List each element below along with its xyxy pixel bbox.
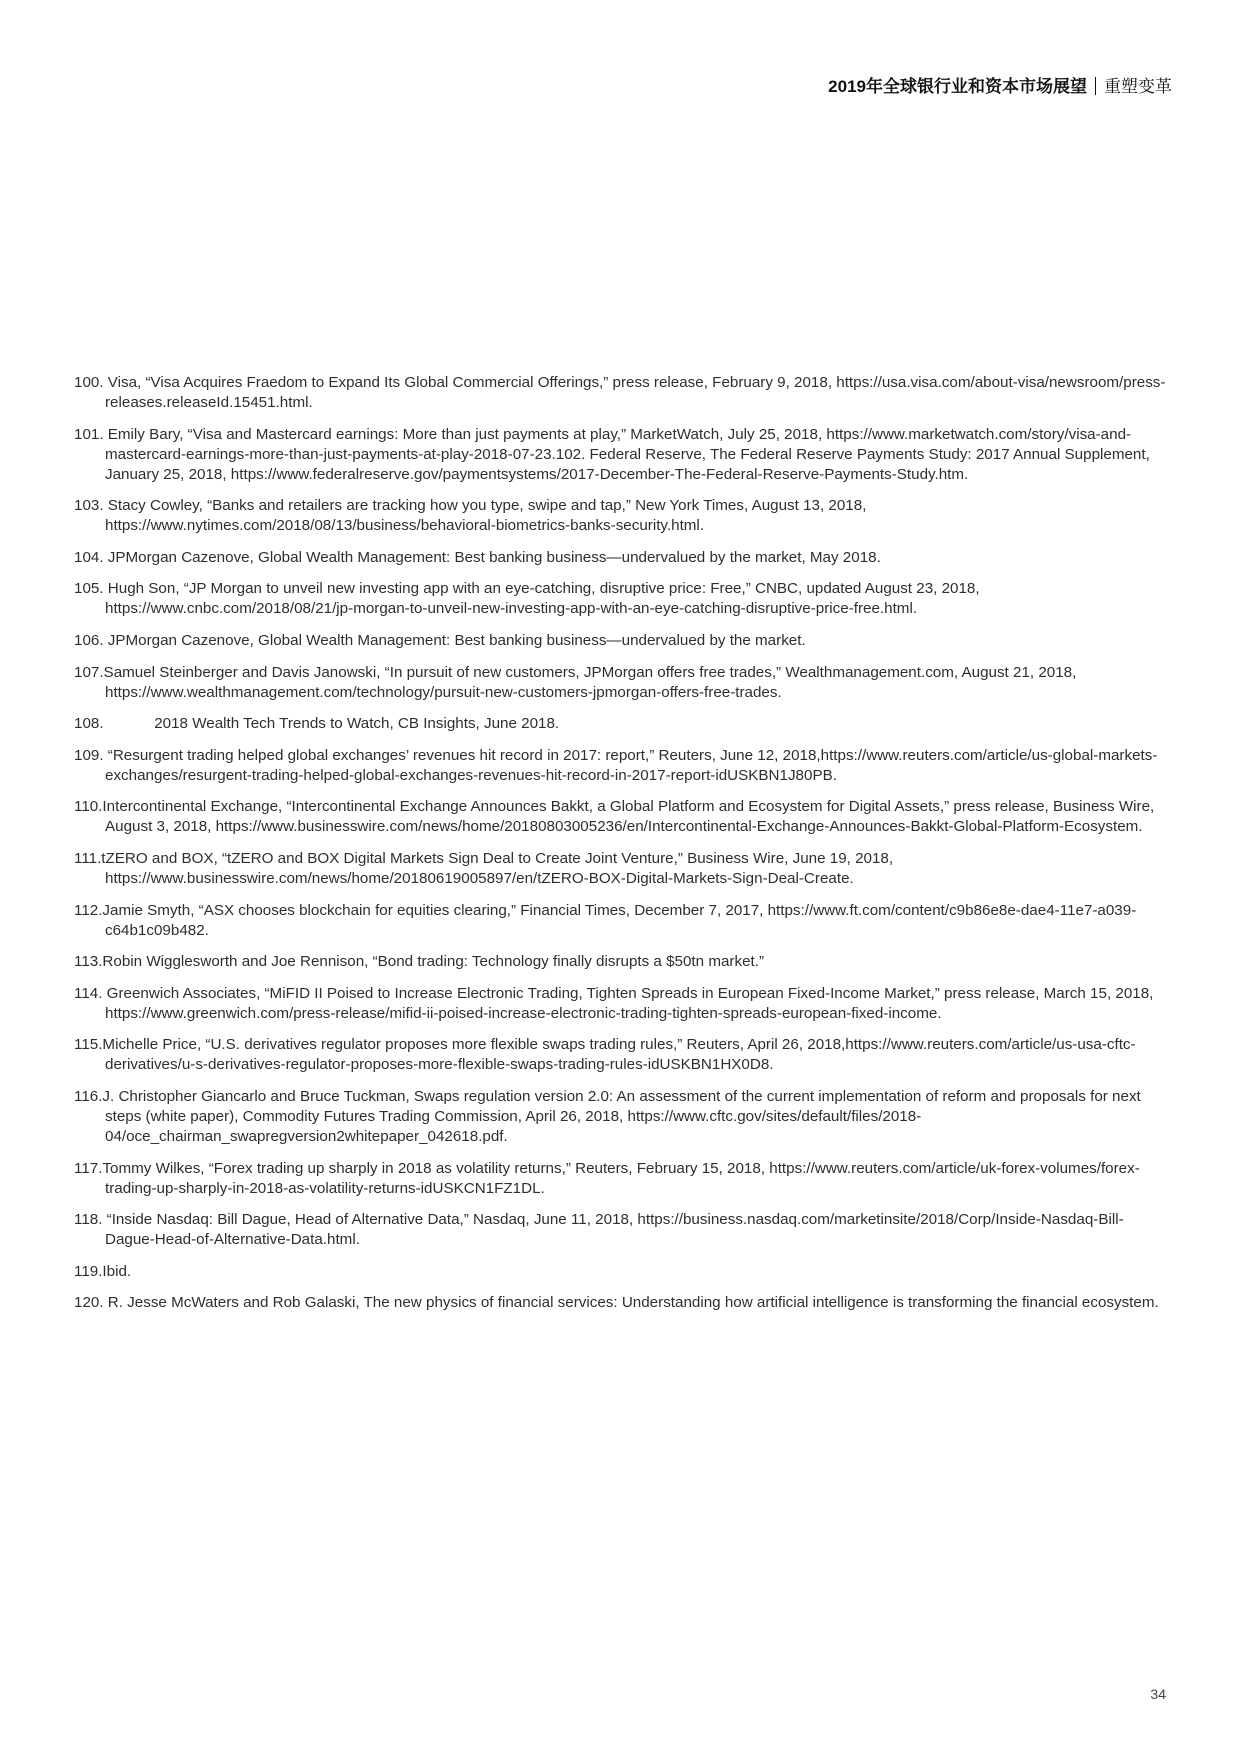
endnote-111: 111.tZERO and BOX, “tZERO and BOX Digital Markets Sign Deal to Create Joint Venture,” Business Wire, June 19, 2018, https://www.businesswire.com/news/home/20180619005897/en/tZERO-BOX-Digital-Markets-Sign-Deal-Create. — [74, 849, 894, 887]
endnote-115: 115.Michelle Price, “U.S. derivatives regulator proposes more flexible swaps trading rules,” Reuters, April 26, 2018,https://www.reuters.com/article/us-usa-cftc-derivatives/u-s-derivatives-regulator-proposes-more-flexible-swaps-trading-rules-idUSKBN1HX0D8. — [74, 1036, 1136, 1074]
endnote-107: 107.Samuel Steinberger and Davis Janowski, “In pursuit of new customers, JPMorgan offers free trades,” Wealthmanagement.com, August 21, 2018, https://www.wealthmanagement.com/technology/pursuit-new-customers-jpmorgan-offers-free-trades. — [74, 663, 1077, 701]
endnote-103: 103. Stacy Cowley, “Banks and retailers are tracking how you type, swipe and tap,” New York Times, August 13, 2018, https://www.nytimes.com/2018/08/13/business/behavioral-biometrics-banks-security.html. — [74, 497, 867, 535]
report-subtitle: 重塑变革 — [1104, 77, 1172, 96]
endnote-113: 113.Robin Wigglesworth and Joe Rennison, “Bond trading: Technology finally disrupts a $50tn market.” — [74, 953, 765, 971]
endnotes-list — [74, 373, 1170, 1325]
endnote-117: 117.Tommy Wilkes, “Forex trading up sharply in 2018 as volatility returns,” Reuters, February 15, 2018, https://www.reuters.com/article/uk-forex-volumes/forex-trading-up-sharply-in-2018-as-volatility-returns-idUSKCN1FZ1DL. — [74, 1159, 1140, 1197]
report-title: 2019年全球银行业和资本市场展望 — [828, 77, 1087, 96]
endnote-112: 112.Jamie Smyth, “ASX chooses blockchain for equities clearing,” Financial Times, December 7, 2017, https://www.ft.com/content/c9b86e8e-dae4-11e7-a039-c64b1c09b482. — [74, 901, 1137, 939]
endnote-120: 120. R. Jesse McWaters and Rob Galaski, The new physics of financial services: Understanding how artificial intelligence is transforming the financial ecosystem. — [74, 1294, 1159, 1312]
endnote-114: 114. Greenwich Associates, “MiFID II Poised to Increase Electronic Trading, Tighten Spreads in European Fixed-Income Market,” press release, March 15, 2018, https://www.greenwich.com/press-release/mifid-ii-poised-increase-electronic-trading-tighten-spreads-european-fixed-income. — [74, 984, 1154, 1022]
header-divider — [1095, 77, 1096, 95]
running-header — [828, 72, 1172, 97]
endnote-104: 104. JPMorgan Cazenove, Global Wealth Management: Best banking business—undervalued by the market, May 2018. — [74, 548, 881, 566]
endnote-100: 100. Visa, “Visa Acquires Fraedom to Expand Its Global Commercial Offerings,” press release, February 9, 2018, https://usa.visa.com/about-visa/newsroom/press-releases.releaseId.15451.html. — [74, 374, 1166, 411]
endnote-106: 106. JPMorgan Cazenove, Global Wealth Management: Best banking business—undervalued by the market. — [74, 631, 806, 649]
endnote-101: 101. Emily Bary, “Visa and Mastercard earnings: More than just payments at play,” MarketWatch, July 25, 2018, https://www.marketwatch.com/story/visa-and-mastercard-earnings-more-than-just-payments-at-play-2018-07-23.102. Federal Reserve, The Federal Reserve Payments Study: 2017 Annual Supplement, January 25, 2018, https://www.federalreserve.gov/paymentsystems/2017-December-The-Federal-Reserve-Payments-Study.htm. — [74, 425, 1150, 483]
page-number: 34 — [1150, 1686, 1166, 1702]
endnote-108: 108. 2018 Wealth Tech Trends to Watch, CB Insights, June 2018. — [74, 715, 560, 733]
endnote-116: 116.J. Christopher Giancarlo and Bruce Tuckman, Swaps regulation version 2.0: An assessment of the current implementation of reform and proposals for next steps (white paper), Commodity Futures Trading Commission, April 26, 2018, https://www.cftc.gov/sites/default/files/2018-04/oce_chairman_swapregversion2whitepaper_042618.pdf. — [74, 1087, 1141, 1145]
endnote-109: 109. “Resurgent trading helped global exchanges’ revenues hit record in 2017: report,” Reuters, June 12, 2018,https://www.reuters.com/article/us-global-markets-exchanges/resurgent-trading-helped-global-exchanges-revenues-hit-record-in-2017-report-idUSKBN1J80PB. — [74, 746, 1158, 784]
endnote-118: 118. “Inside Nasdaq: Bill Dague, Head of Alternative Data,” Nasdaq, June 11, 2018, https://business.nasdaq.com/marketinsite/2018/Corp/Inside-Nasdaq-Bill-Dague-Head-of-Alternative-Data.html. — [74, 1211, 1124, 1249]
endnote-119: 119.Ibid. — [74, 1262, 132, 1280]
endnote-105: 105. Hugh Son, “JP Morgan to unveil new investing app with an eye-catching, disruptive price: Free,” CNBC, updated August 23, 2018, https://www.cnbc.com/2018/08/21/jp-morgan-to-unveil-new-investing-app-with-an-eye-catching-disruptive-price-free.html. — [74, 580, 980, 618]
endnote-110: 110.Intercontinental Exchange, “Intercontinental Exchange Announces Bakkt, a Global Platform and Ecosystem for Digital Assets,” press release, Business Wire, August 3, 2018, https://www.businesswire.com/news/home/20180803005236/en/Intercontinental-Exchange-Announces-Bakkt-Global-Platform-Ecosystem. — [74, 798, 1155, 836]
